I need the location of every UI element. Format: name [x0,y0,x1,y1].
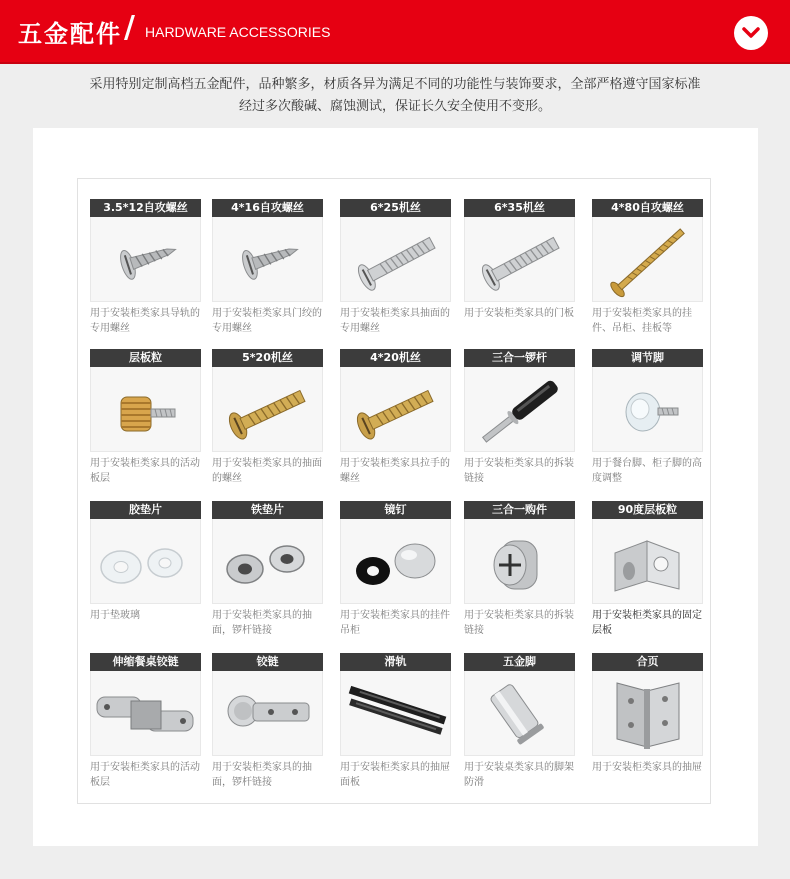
product-card [592,349,703,484]
product-card [90,653,201,788]
product-name: 胶垫片 [90,501,201,519]
product-grid [77,178,711,804]
product-name: 6*25机丝 [340,199,451,217]
product-caption: 用于安装柜类家具的抽面，锣杆链接 [212,762,312,788]
product-caption: 用于安装柜类家具的活动板层 [90,458,200,484]
product-name: 调节脚 [592,349,703,367]
product-card [212,199,323,334]
product-name: 6*35机丝 [464,199,575,217]
product-card [90,349,201,484]
product-name: 伸缩餐桌铰链 [90,653,201,671]
product-image [340,671,451,756]
product-card [90,199,201,334]
product-card [340,199,451,334]
product-caption: 用于安装柜类家具的拆装链接 [464,458,574,484]
product-caption: 用于安装柜类家具的门板 [464,308,574,319]
section-subtitle: HARDWARE ACCESSORIES [145,24,331,40]
chevron-down-icon [742,26,760,40]
product-caption: 用于餐台脚、柜子脚的高度调整 [592,458,702,484]
product-image [592,671,703,756]
product-card [90,501,201,636]
product-caption: 用于安装柜类家具的抽面的螺丝 [212,458,322,484]
product-name: 五金脚 [464,653,575,671]
product-card [212,349,323,484]
product-card [464,349,575,484]
product-name: 4*80自攻螺丝 [592,199,703,217]
product-image [592,217,703,302]
product-image [212,519,323,604]
title-separator: / [124,10,135,45]
product-card [340,349,451,484]
product-caption: 用于安装柜类家具的固定层板 [592,610,702,636]
product-image [90,217,201,302]
product-caption: 用于安装柜类家具门绞的专用螺丝 [212,308,322,334]
product-name: 三合一购件 [464,501,575,519]
product-name: 90度层板粒 [592,501,703,519]
product-name: 三合一锣杆 [464,349,575,367]
product-image [464,671,575,756]
product-name: 铁垫片 [212,501,323,519]
product-image [464,519,575,604]
product-name: 镜钉 [340,501,451,519]
product-caption: 用于安装柜类家具的抽面，锣杆链接 [212,610,312,636]
product-image [592,519,703,604]
section-title: 五金配件 [18,20,122,48]
product-caption: 用于安装柜类家具拉手的螺丝 [340,458,450,484]
product-caption: 用于安装柜类家具的拆装链接 [464,610,574,636]
product-caption: 用于安装柜类家具的抽屉面板 [340,762,450,788]
product-name: 4*16自攻螺丝 [212,199,323,217]
product-image [340,367,451,452]
product-caption: 用于安装柜类家具导轨的专用螺丝 [90,308,200,334]
product-card [592,501,703,636]
page-header [0,0,790,64]
product-image [90,367,201,452]
product-card [464,653,575,788]
product-name: 层板粒 [90,349,201,367]
product-caption: 用于安装柜类家具抽面的专用螺丝 [340,308,450,334]
product-card [592,653,703,788]
product-image [464,217,575,302]
scroll-down-button[interactable] [734,16,768,50]
product-card [592,199,703,334]
product-caption: 用于安装桌类家具的脚架防滑 [464,762,574,788]
product-name: 铰链 [212,653,323,671]
product-name: 5*20机丝 [212,349,323,367]
product-name: 3.5*12自攻螺丝 [90,199,201,217]
product-image [90,519,201,604]
product-name: 合页 [592,653,703,671]
product-name: 滑轨 [340,653,451,671]
product-card [212,653,323,788]
product-image [212,367,323,452]
product-image [340,519,451,604]
product-image [212,671,323,756]
product-caption: 用于安装柜类家具的抽屉 [592,762,702,773]
description-line: 采用特别定制高档五金配件，品种繁多，材质各异为满足不同的功能性与装饰要求，全部严格遵守国家标准 [89,77,701,92]
product-caption: 用于安装柜类家具的活动板层 [90,762,200,788]
product-caption: 用于安装柜类家具的挂件吊柜 [340,610,450,636]
product-caption: 用于安装柜类家具的挂件、吊柜、挂板等 [592,308,692,334]
product-card [464,501,575,636]
product-image [464,367,575,452]
product-image [340,217,451,302]
product-caption: 用于垫玻璃 [90,610,140,621]
product-name: 4*20机丝 [340,349,451,367]
section-description [0,74,790,118]
product-card [212,501,323,636]
product-image [90,671,201,756]
product-image [592,367,703,452]
description-line: 经过多次酸碱、腐蚀测试，保证长久安全使用不变形。 [238,99,551,114]
product-card [464,199,575,334]
product-card [340,501,451,636]
product-card [340,653,451,788]
product-image [212,217,323,302]
